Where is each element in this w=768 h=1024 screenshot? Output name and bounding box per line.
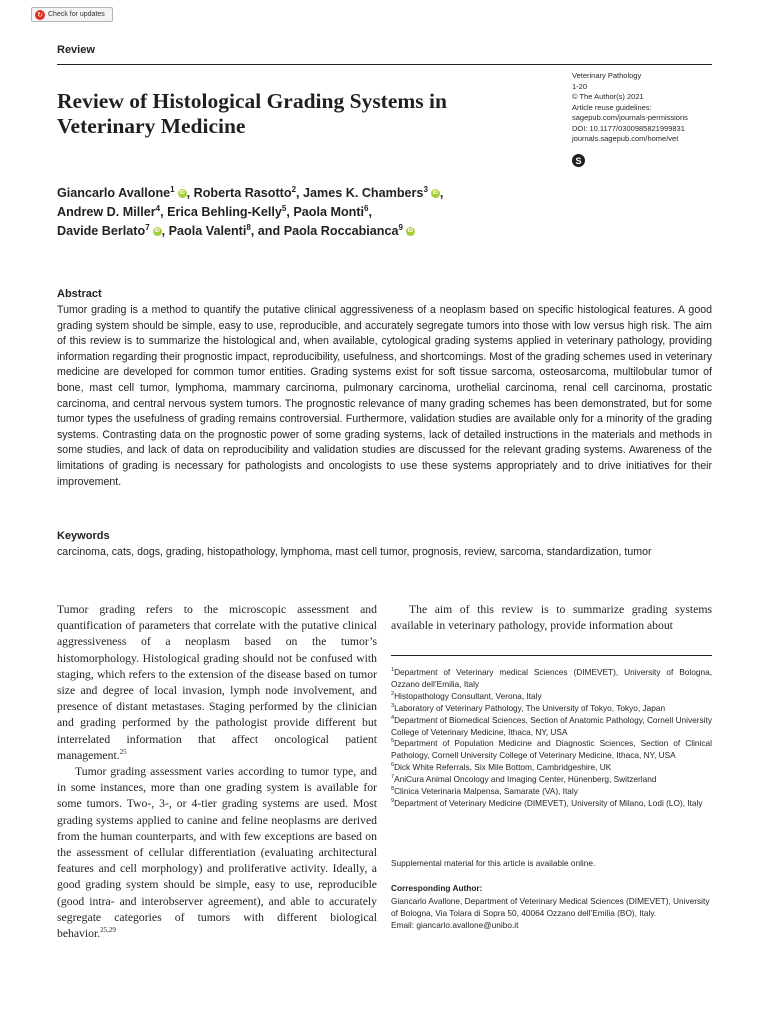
author-separator: ,	[186, 186, 194, 200]
author-affiliation-number: 2	[291, 184, 297, 194]
top-rule	[57, 64, 712, 65]
supplemental-note: Supplemental material for this article is available online.	[391, 858, 596, 868]
orcid-icon[interactable]: iD	[432, 190, 439, 197]
author-name[interactable]: James K. Chambers	[303, 186, 424, 200]
citation-ref[interactable]: 25,29	[100, 926, 116, 935]
corresponding-author	[391, 896, 712, 932]
journal-info	[572, 71, 688, 145]
section-label: Review	[57, 44, 95, 56]
affiliation-text: Department of Veterinary medical Sciences (DIMEVET), University of Bologna, Ozzano dell’Emilia, Italy	[391, 667, 712, 689]
author-affiliation-number: 6	[364, 203, 369, 213]
article-title: Review of Histological Grading Systems in Veterinary Medicine	[57, 89, 447, 138]
abstract-text: Tumor grading is a method to quantify the putative clinical aggressiveness of a neoplasm based on specific histological features. A good grading system should be simple, easy to use, reproducible, and accurately segregate tumors into those with low versus high risk. The aim of this review is to summarize the histological and, when available, cytological grading systems applied in veterinary pathology, providing information regarding their prognostic impact, reproducibility, usefulness, and shortcomings. Most of the grading schemes used in veterinary medicine are developed for common tumor entities. Grading systems exist for soft tissue sarcoma, osteosarcoma, multilobular tumor of bone, mast cell tumor, lymphoma, mammary carcinoma, pulmonary carcinoma, urothelial carcinoma, renal cell carcinoma, prostatic carcinoma, and central nervous system tumors. The prognostic relevance of many grading schemes has been demonstrated, but for some tumor types the usefulness of grading remains controversial. Furthermore, validation studies are available only for a minority of the grading systems. Contrasting data on the prognostic power of some grading systems, lack of detailed instructions in the materials and methods in some studies, and lack of data on reproducibility and validation studies are discussed for the relevant grading systems. Awareness of the limitations of grading is necessary for pathologists and oncologists to use these systems appropriately and to drive initiatives for their improvement.	[57, 304, 712, 488]
author-affiliation-number: 3	[423, 184, 428, 194]
affiliation-number: 2	[391, 691, 395, 698]
author-separator: ,	[439, 186, 444, 200]
affiliation-item	[391, 762, 712, 774]
affiliation-number: 5	[391, 738, 395, 745]
footnote-rule	[391, 655, 712, 656]
body-paragraph-2: Tumor grading assessment varies according to tumor type, and in some instances, more than one grading system is available for some tumors. Two-, 3-, or 4-tier grading systems are used. Most grading systems applied to canine and feline neoplasms are derived from the human counterparts, and with few exceptions are based on the assessment of cellular differentiation (evaluating architectural features and cell morphology) and proliferative activity. Ideally, a good grading system should be simple, easy to use, reproducible (good intra- and interobserver agreement), and able to accurately segregate categories of tumors with different biological behavior.	[57, 765, 377, 941]
author-name[interactable]: Paola Valenti	[168, 224, 247, 238]
copyright: © The Author(s) 2021	[572, 92, 644, 101]
affiliation-number: 9	[391, 798, 395, 805]
author-separator: ,	[296, 186, 304, 200]
affiliation-item	[391, 738, 712, 762]
affiliations	[391, 667, 712, 810]
sage-logo-icon: S	[572, 154, 585, 167]
author-affiliation-number: 5	[281, 203, 287, 213]
affiliation-text: AniCura Animal Oncology and Imaging Center, Hünenberg, Switzerland	[394, 774, 657, 785]
orcid-icon[interactable]: iD	[179, 190, 185, 197]
affiliation-text: Dick White Referrals, Six Mile Bottom, Cambridgeshire, UK	[394, 762, 612, 773]
affiliation-item	[391, 715, 712, 739]
journal-pages: 1-20	[572, 81, 588, 91]
keywords-text: carcinoma, cats, dogs, grading, histopathology, lymphoma, mast cell tumor, prognosis, review, sarcoma, standardization, tumor	[57, 546, 652, 558]
author-affiliation-number: 8	[246, 222, 251, 232]
affiliation-text: Clinica Veterinaria Malpensa, Samarate (VA), Italy	[394, 786, 578, 797]
corresponding-heading: Corresponding Author:	[391, 883, 483, 893]
check-for-updates-label: Check for updates	[48, 11, 105, 18]
journal-url[interactable]: journals.sagepub.com/home/vet	[572, 134, 679, 143]
affiliation-item	[391, 667, 712, 691]
affiliation-number: 6	[391, 762, 395, 769]
author-name[interactable]: Giancarlo Avallone	[57, 186, 171, 200]
citation-ref[interactable]: 25	[119, 747, 127, 756]
reuse-guidelines: Article reuse guidelines:	[572, 102, 652, 112]
affiliation-number: 3	[391, 702, 395, 709]
author-name[interactable]: Andrew D. Miller	[57, 205, 156, 219]
body-paragraph-1: Tumor grading refers to the microscopic assessment and quantification of parameters that correlate with the putative clinical aggressiveness of a neoplasm based on the tumor’s histomorphology. Histological grading should not be confused with staging, which refers to the extension of the disease based on tumor size and degree of local invasion, lymph node involvement, and presence of distant metastases. Staging performed by the clinician and grading performed by the pathologist provide different but interrelated information that affect oncological patient management.	[57, 603, 377, 762]
author-list	[57, 184, 657, 241]
author-affiliation-number: 1	[170, 184, 175, 194]
affiliation-item	[391, 691, 712, 703]
affiliation-number: 4	[391, 714, 395, 721]
author-name[interactable]: Paola Roccabianca	[283, 224, 399, 238]
author-separator: ,	[368, 205, 372, 219]
author-separator: ,	[286, 205, 294, 219]
author-separator: , and	[250, 224, 284, 238]
body-right-paragraph: The aim of this review is to summarize grading systems available in veterinary pathology, provide information about	[391, 603, 712, 633]
author-name[interactable]: Davide Berlato	[57, 224, 146, 238]
orcid-icon[interactable]: iD	[154, 228, 160, 235]
affiliation-number: 8	[391, 786, 395, 793]
affiliation-item	[391, 798, 712, 810]
doi[interactable]: DOI: 10.1177/0300985821999831	[572, 123, 685, 133]
author-separator: ,	[160, 205, 168, 219]
orcid-icon[interactable]: iD	[407, 228, 414, 235]
corresponding-address: Giancarlo Avallone, Department of Veterinary Medical Sciences (DIMEVET), University of Bologna, Via Tolara di Sopra 50, 40064 Ozzano dell’Emilia (BO), Italy.	[391, 896, 710, 918]
affiliation-text: Department of Population Medicine and Diagnostic Sciences, Section of Clinical Pathology, Cornell University College of Veterinary Medicine, Ithaca, NY, USA	[391, 738, 712, 761]
affiliation-item	[391, 774, 712, 786]
abstract-heading: Abstract	[57, 288, 102, 300]
author-affiliation-number: 9	[398, 222, 403, 232]
author-affiliation-number: 4	[155, 203, 161, 213]
journal-name: Veterinary Pathology	[572, 71, 642, 80]
affiliation-text: Histopathology Consultant, Verona, Italy	[394, 690, 542, 701]
affiliation-number: 1	[391, 667, 395, 674]
author-name[interactable]: Roberta Rasotto	[193, 186, 292, 200]
affiliation-text: Department of Veterinary Medicine (DIMEVET), University of Milano, Lodi (LO), Italy	[394, 797, 703, 808]
author-name[interactable]: Paola Monti	[293, 205, 365, 219]
author-name[interactable]: Erica Behling-Kelly	[167, 205, 282, 219]
affiliation-item	[391, 703, 712, 715]
author-affiliation-number: 7	[145, 222, 150, 232]
reuse-link[interactable]: sagepub.com/journals-permissions	[572, 113, 688, 122]
check-for-updates-badge[interactable]	[31, 7, 113, 22]
affiliation-text: Department of Biomedical Sciences, Section of Anatomic Pathology, Cornell University College of Veterinary Medicine, Ithaca, NY, USA	[391, 714, 712, 737]
body-left-column	[57, 602, 377, 942]
affiliation-number: 7	[391, 774, 395, 781]
affiliation-item	[391, 786, 712, 798]
author-separator: ,	[161, 224, 169, 238]
affiliation-text: Laboratory of Veterinary Pathology, The University of Tokyo, Tokyo, Japan	[394, 702, 666, 713]
update-icon: ↻	[35, 10, 45, 20]
keywords-heading: Keywords	[57, 530, 110, 542]
corresponding-email[interactable]: Email: giancarlo.avallone@unibo.it	[391, 919, 519, 930]
